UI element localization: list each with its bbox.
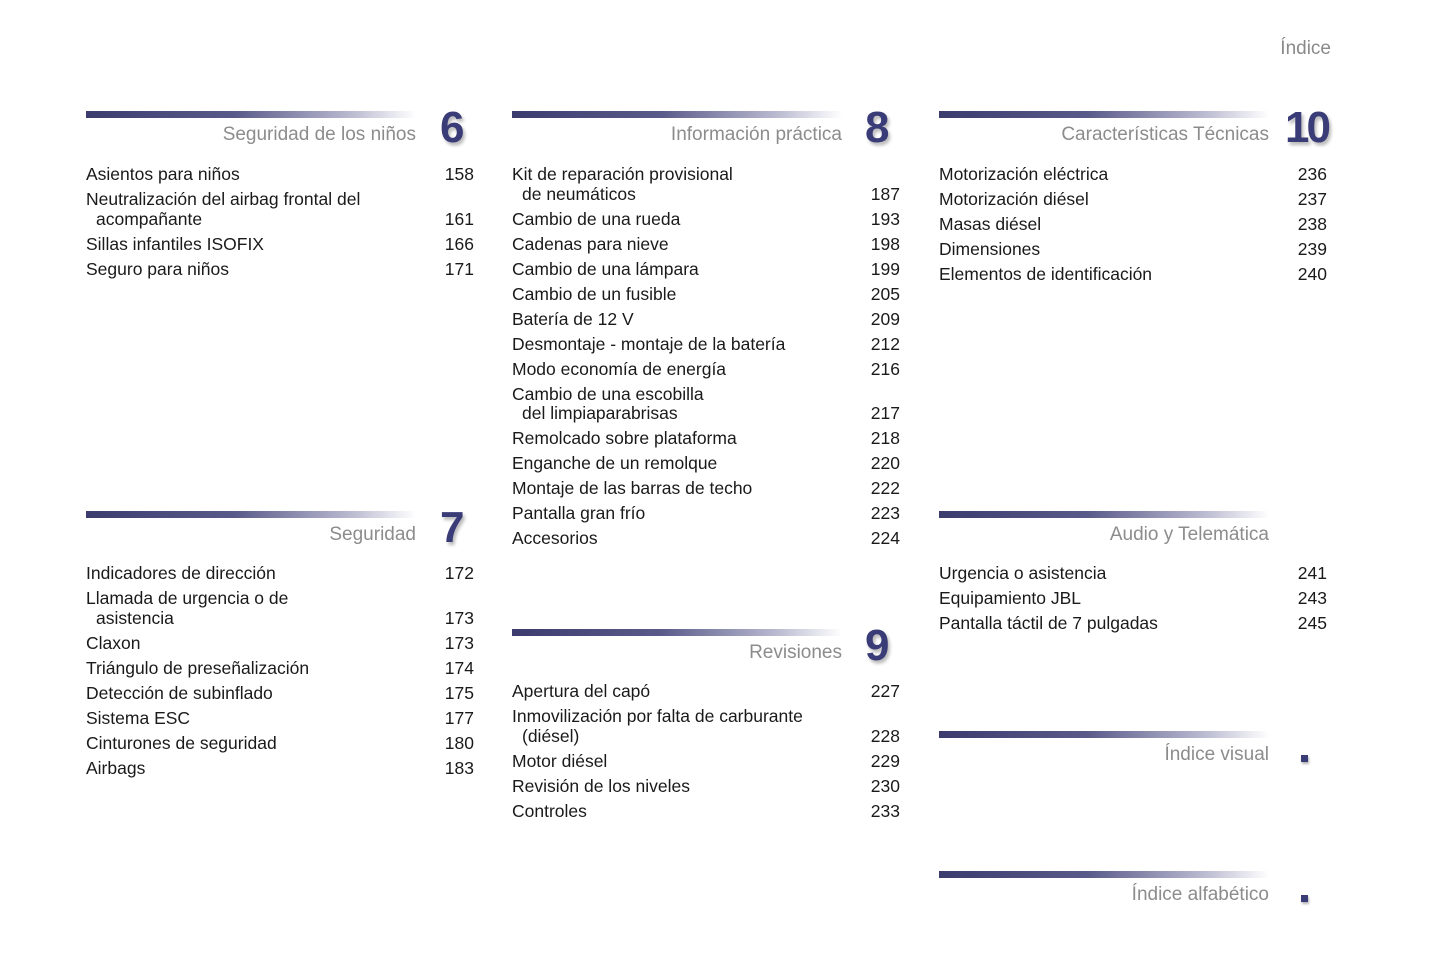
- toc-entry[interactable]: [512, 707, 900, 746]
- toc-entry-page-number: 237: [1297, 189, 1327, 209]
- toc-entry-page-number: 174: [444, 657, 474, 678]
- toc-entry-label: Cambio de un fusible: [512, 283, 677, 304]
- toc-entry-page-number: 183: [444, 757, 474, 778]
- toc-entry[interactable]: [939, 265, 1327, 285]
- toc-entry-page-number: 229: [870, 750, 900, 771]
- toc-entry[interactable]: [939, 589, 1327, 609]
- audio-list: [939, 564, 1327, 639]
- toc-entry[interactable]: [86, 759, 474, 779]
- toc-entry[interactable]: [86, 589, 474, 628]
- toc-entry-page-number: 198: [870, 233, 900, 254]
- toc-entry-label-continued: (diésel): [522, 725, 580, 746]
- toc-entry[interactable]: [939, 165, 1327, 185]
- toc-entry[interactable]: [512, 752, 900, 772]
- toc-entry-page-number: 233: [870, 800, 900, 821]
- toc-entry-label: Motor diésel: [512, 750, 608, 771]
- toc-entry-page-number: 236: [1297, 164, 1327, 184]
- audio-bar: [939, 511, 1269, 518]
- toc-entry[interactable]: [512, 682, 900, 702]
- toc-entry-page-number: 180: [444, 732, 474, 753]
- toc-entry-page-number: 205: [870, 283, 900, 304]
- toc-entry[interactable]: [86, 734, 474, 754]
- toc-entry-label-continued: de neumáticos: [522, 183, 636, 204]
- toc-entry-label: Equipamiento JBL: [939, 588, 1082, 608]
- toc-entry-page-number: 240: [1297, 264, 1327, 284]
- section-9-title[interactable]: Revisiones: [749, 642, 842, 663]
- page-header-title: Índice: [1280, 38, 1331, 59]
- section-8-title[interactable]: Información práctica: [670, 124, 842, 145]
- toc-entry[interactable]: [86, 709, 474, 729]
- toc-entry-label: Cambio de una rueda: [512, 208, 681, 229]
- section-7-number[interactable]: 7: [440, 503, 465, 552]
- toc-entry[interactable]: [86, 165, 474, 185]
- toc-entry-label: Enganche de un remolque: [512, 453, 718, 473]
- toc-entry-page-number: 173: [444, 632, 474, 653]
- section-10-bar: [939, 111, 1269, 118]
- section-7-title[interactable]: Seguridad: [329, 524, 416, 545]
- toc-entry[interactable]: [512, 385, 900, 424]
- section-9-number[interactable]: 9: [865, 621, 890, 670]
- toc-entry-label: Urgencia o asistencia: [939, 563, 1107, 583]
- visual-index-title[interactable]: Índice visual: [1164, 744, 1269, 765]
- toc-entry[interactable]: [939, 564, 1327, 584]
- toc-entry-label: Revisión de los niveles: [512, 775, 691, 796]
- section-10-list: [939, 165, 1327, 290]
- toc-entry[interactable]: [86, 235, 474, 255]
- toc-entry-page-number: 230: [870, 775, 900, 796]
- section-8-number[interactable]: 8: [865, 103, 890, 152]
- toc-entry-label: Dimensiones: [939, 239, 1041, 259]
- toc-entry-label: Controles: [512, 800, 587, 821]
- toc-entry-label: Sillas infantiles ISOFIX: [86, 233, 264, 254]
- toc-entry-label: Claxon: [86, 632, 141, 653]
- visual-index-marker: [1301, 755, 1308, 762]
- toc-entry-label: Cadenas para nieve: [512, 233, 669, 254]
- toc-entry[interactable]: [512, 165, 900, 204]
- toc-entry-label-continued: del limpiaparabrisas: [522, 403, 678, 423]
- toc-entry-page-number: 243: [1297, 588, 1327, 608]
- alpha-index-title[interactable]: Índice alfabético: [1131, 884, 1269, 905]
- toc-entry-label: Neutralización del airbag frontal del: [86, 189, 361, 209]
- section-9-bar: [512, 629, 842, 636]
- toc-entry-label: Cinturones de seguridad: [86, 732, 277, 753]
- toc-entry-page-number: 224: [870, 528, 900, 548]
- toc-entry-label: Montaje de las barras de techo: [512, 478, 753, 498]
- toc-entry-page-number: 171: [444, 258, 474, 279]
- toc-entry[interactable]: [939, 614, 1327, 634]
- toc-entry-page-number: 217: [870, 403, 900, 423]
- section-8-bar: [512, 111, 842, 118]
- section-7-bar: [86, 511, 416, 518]
- toc-entry-label-continued: acompañante: [96, 208, 203, 229]
- section-6-bar: [86, 111, 416, 118]
- toc-entry-page-number: 241: [1297, 563, 1327, 583]
- toc-entry-label: Airbags: [86, 757, 146, 778]
- toc-entry-page-number: 187: [870, 183, 900, 204]
- toc-entry-label-continued: asistencia: [96, 607, 174, 628]
- toc-entry-label: Motorización eléctrica: [939, 164, 1109, 184]
- toc-entry-label: Desmontaje - montaje de la batería: [512, 333, 786, 354]
- section-6-list: [86, 165, 474, 285]
- toc-entry[interactable]: [512, 479, 900, 499]
- toc-entry-page-number: 220: [870, 453, 900, 473]
- toc-entry-label: Cambio de una lámpara: [512, 258, 699, 279]
- toc-entry-label: Apertura del capó: [512, 681, 651, 701]
- toc-entry-label: Masas diésel: [939, 214, 1042, 234]
- toc-entry[interactable]: [512, 285, 900, 305]
- toc-entry-page-number: 199: [870, 258, 900, 279]
- toc-entry[interactable]: [86, 260, 474, 280]
- alpha-index-bar: [939, 871, 1269, 878]
- section-10-number[interactable]: 10: [1285, 103, 1328, 152]
- toc-entry-label: Modo economía de energía: [512, 358, 727, 379]
- toc-entry-label: Asientos para niños: [86, 164, 240, 184]
- toc-entry[interactable]: [86, 564, 474, 584]
- toc-entry-page-number: 161: [444, 208, 474, 229]
- toc-entry-page-number: 209: [870, 308, 900, 329]
- toc-entry[interactable]: [86, 684, 474, 704]
- toc-entry[interactable]: [86, 634, 474, 654]
- toc-entry-page-number: 177: [444, 707, 474, 728]
- toc-entry-page-number: 239: [1297, 239, 1327, 259]
- toc-entry-label: Indicadores de dirección: [86, 563, 276, 583]
- toc-entry-page-number: 245: [1297, 613, 1327, 633]
- toc-entry[interactable]: [939, 240, 1327, 260]
- toc-entry[interactable]: [512, 310, 900, 330]
- section-6-title[interactable]: Seguridad de los niños: [222, 124, 416, 145]
- section-10-title[interactable]: Características Técnicas: [1061, 124, 1269, 145]
- toc-entry-page-number: 166: [444, 233, 474, 254]
- toc-entry-page-number: 172: [444, 563, 474, 583]
- toc-entry-label: Remolcado sobre plataforma: [512, 428, 737, 448]
- toc-entry-label: Seguro para niños: [86, 258, 230, 279]
- toc-entry-label: Llamada de urgencia o de: [86, 588, 289, 608]
- toc-entry-label: Pantalla gran frío: [512, 503, 646, 523]
- toc-entry[interactable]: [512, 777, 900, 797]
- toc-entry-page-number: 216: [870, 358, 900, 379]
- toc-entry-page-number: 227: [870, 681, 900, 701]
- toc-entry[interactable]: [512, 260, 900, 280]
- toc-entry[interactable]: [86, 190, 474, 229]
- toc-entry-page-number: 173: [444, 607, 474, 628]
- visual-index-bar: [939, 731, 1269, 738]
- toc-entry-label: Detección de subinflado: [86, 682, 273, 703]
- toc-entry-page-number: 158: [444, 164, 474, 184]
- toc-entry-page-number: 228: [870, 725, 900, 746]
- toc-entry[interactable]: [86, 659, 474, 679]
- toc-entry-label: Elementos de identificación: [939, 264, 1153, 284]
- toc-entry[interactable]: [939, 190, 1327, 210]
- toc-entry-page-number: 212: [870, 333, 900, 354]
- toc-entry-label: Batería de 12 V: [512, 308, 634, 329]
- toc-entry-page-number: 238: [1297, 214, 1327, 234]
- toc-entry[interactable]: [512, 454, 900, 474]
- toc-entry-label: Triángulo de preseñalización: [86, 657, 310, 678]
- alpha-index-marker: [1301, 895, 1308, 902]
- toc-entry-page-number: 175: [444, 682, 474, 703]
- toc-entry[interactable]: [512, 802, 900, 822]
- toc-entry-label: Sistema ESC: [86, 707, 191, 728]
- toc-entry-label: Accesorios: [512, 528, 598, 548]
- toc-entry-page-number: 218: [870, 428, 900, 448]
- toc-entry[interactable]: [512, 235, 900, 255]
- toc-entry-label: Cambio de una escobilla: [512, 383, 704, 404]
- toc-entry-page-number: 223: [870, 503, 900, 523]
- toc-entry-page-number: 222: [870, 478, 900, 498]
- audio-title[interactable]: Audio y Telemática: [1109, 524, 1269, 545]
- section-7-list: [86, 564, 474, 784]
- toc-entry[interactable]: [512, 210, 900, 230]
- toc-entry-label: Pantalla táctil de 7 pulgadas: [939, 613, 1158, 633]
- toc-entry-label: Kit de reparación provisional: [512, 164, 733, 184]
- toc-entry[interactable]: [512, 529, 900, 549]
- toc-entry[interactable]: [939, 215, 1327, 235]
- toc-entry[interactable]: [512, 504, 900, 524]
- toc-entry-page-number: 193: [870, 208, 900, 229]
- section-9-list: [512, 682, 900, 827]
- toc-entry-label: Inmovilización por falta de carburante: [512, 706, 803, 726]
- toc-entry[interactable]: [512, 429, 900, 449]
- toc-entry[interactable]: [512, 360, 900, 380]
- section-8-list: [512, 165, 900, 554]
- toc-entry-label: Motorización diésel: [939, 189, 1089, 209]
- toc-entry[interactable]: [512, 335, 900, 355]
- section-6-number[interactable]: 6: [440, 103, 465, 152]
